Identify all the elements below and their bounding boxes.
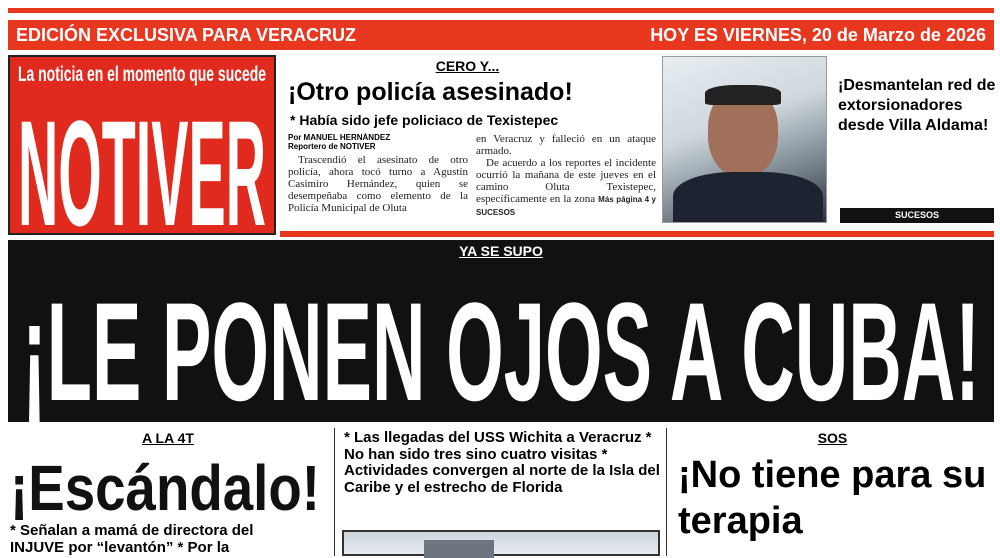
section-sucesos[interactable]: SUCESOS (840, 208, 994, 223)
byline: Por MANUEL HERNÁNDEZ (288, 133, 391, 142)
left-headline[interactable]: ¡Escándalo! (10, 452, 320, 520)
story-body (288, 133, 656, 229)
byline-role: Reportero de NOTIVER (288, 142, 376, 151)
warship-photo (342, 530, 660, 556)
logo-name: NOTIVER (18, 89, 266, 233)
story-kicker: CERO Y... (435, 58, 500, 74)
notiver-logo[interactable] (8, 55, 276, 235)
date-label: HOY ES VIERNES, 20 de Marzo de 2026 (650, 24, 986, 45)
more-link[interactable]: Más página 4 y SUCESOS (476, 195, 656, 217)
logo-tagline: La noticia en el momento que sucede (18, 63, 266, 86)
column-divider (334, 428, 335, 556)
right-headline[interactable]: ¡No tiene para su terapia (678, 454, 987, 542)
edition-banner (8, 20, 994, 50)
story-col2b: De acuerdo a los reportes el incidente ocurrió la mañana de este jueves en el camino Oluta Texistepec, específicamente en la zona (476, 157, 656, 205)
story-subhead: * Había sido jefe policiaco de Texistepec (290, 112, 559, 128)
left-kicker: A LA 4T (142, 430, 194, 446)
main-headline-graphic (8, 240, 994, 422)
mid-text: * Las llegadas del USS Wichita a Veracruz * No han sido tres sino cuatro visitas * Actividades convergen al norte de la Isla del Caribe y el estrecho de Florida (344, 429, 660, 496)
main-headline-box[interactable] (8, 240, 994, 422)
left-text: * Señalan a mamá de directora del INJUVE por “levantón” * Por la (10, 522, 254, 556)
right-kicker: SOS (817, 430, 848, 446)
story-col2a: en Veracruz y falleció en un ataque armado. (476, 133, 656, 157)
policeman-photo (662, 56, 827, 223)
column-divider (666, 428, 667, 556)
main-headline: ¡LE PONEN OJOS A CUBA! (22, 273, 980, 422)
main-kicker: YA SE SUPO (459, 243, 543, 259)
left-headline-graphic (8, 450, 326, 520)
story2-headline[interactable]: ¡Desmantelan red de extorsionadores desde Villa Aldama! (838, 77, 996, 134)
edition-label: EDICIÓN EXCLUSIVA PARA VERACRUZ (16, 24, 357, 45)
divider-rule (280, 231, 994, 237)
story-headline[interactable]: ¡Otro policía asesinado! (288, 78, 573, 106)
story-col1: Trascendió el asesinato de otro policía, ahora tocó turno a Agustín Casimiro Hernández, quien se desempeñaba como elemento de la Policía Municipal de Oluta (288, 154, 468, 214)
logo-graphic (10, 57, 274, 233)
top-rule (8, 8, 994, 13)
